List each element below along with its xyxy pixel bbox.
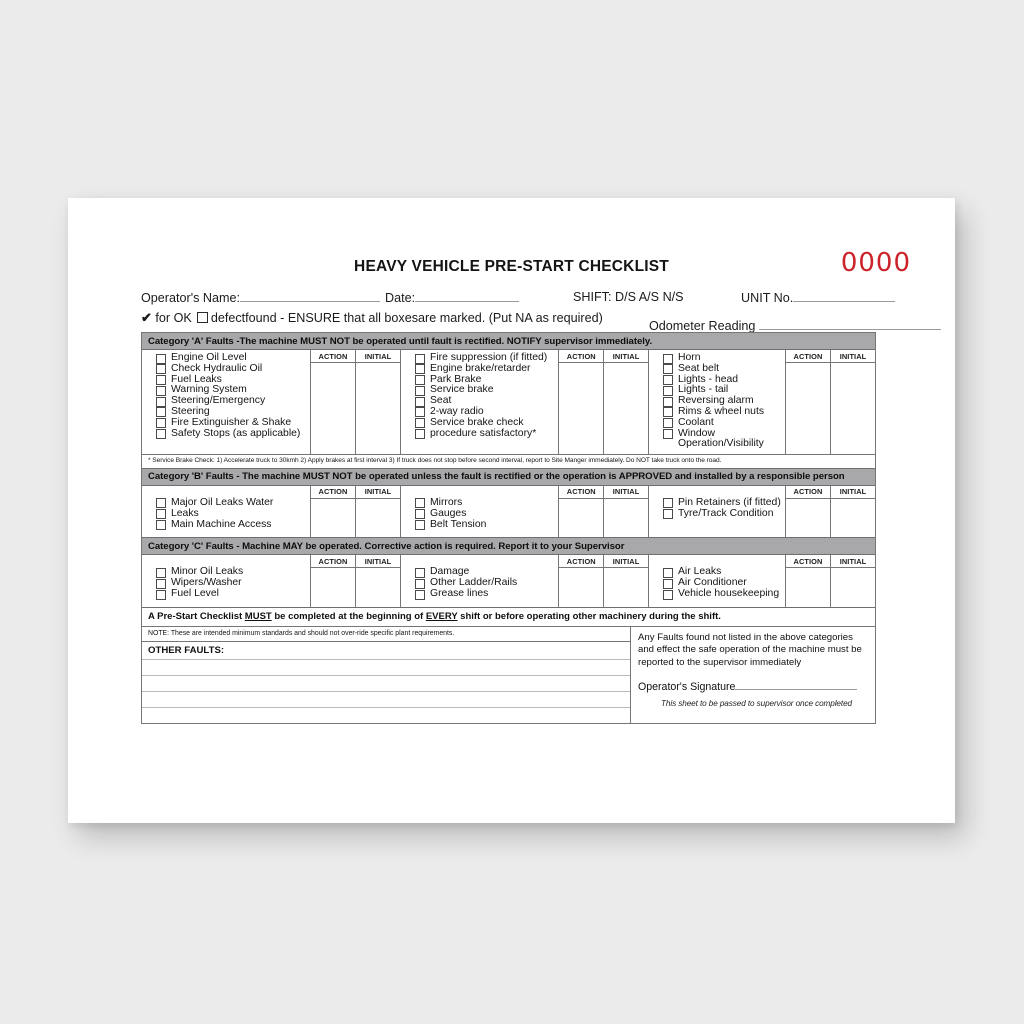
checkbox-icon[interactable] <box>156 498 166 508</box>
signature-rule[interactable] <box>735 679 857 690</box>
category-b-group-1 <box>142 486 400 538</box>
category-b-group-3-initial[interactable] <box>830 486 875 538</box>
initial-header: INITIAL <box>604 350 648 363</box>
action-input-area[interactable] <box>786 499 830 538</box>
checklist-item[interactable]: Park Brake <box>401 375 556 386</box>
initial-header: INITIAL <box>831 555 875 568</box>
checklist-item[interactable]: Fuel Leaks <box>142 375 308 386</box>
other-faults-line[interactable] <box>142 676 630 692</box>
other-faults-line[interactable] <box>142 708 630 723</box>
checkbox-icon[interactable] <box>415 407 425 417</box>
odometer-field[interactable] <box>649 318 941 333</box>
checkbox-icon[interactable] <box>156 354 166 364</box>
category-c-group-2-initial[interactable] <box>603 555 648 607</box>
category-b-group-3-items <box>649 486 785 538</box>
checkbox-icon[interactable] <box>663 579 673 589</box>
checkbox-icon[interactable] <box>415 386 425 396</box>
initial-header: INITIAL <box>356 350 400 363</box>
prestart-statement <box>142 607 875 626</box>
category-c-group-2-items <box>401 555 558 607</box>
operator-signature-label: Operator's Signature <box>638 681 736 694</box>
checklist-item[interactable]: Service brake <box>401 385 556 396</box>
action-header: ACTION <box>559 486 603 499</box>
checkbox-icon[interactable] <box>663 429 673 439</box>
category-c-group-1-items <box>142 555 310 607</box>
operator-signature-field[interactable] <box>638 679 869 694</box>
checklist-item[interactable]: Engine brake/retarder <box>401 364 556 375</box>
category-c-band: Category 'C' Faults - Machine MAY be operated. Corrective action is required. Report it to your Supervisor <box>142 537 875 555</box>
initial-input-area[interactable] <box>356 499 400 538</box>
checklist-item[interactable]: procedure satisfactory* <box>401 429 556 440</box>
supervisor-note-block <box>631 627 875 724</box>
category-b-group-2 <box>400 486 648 538</box>
other-faults-block <box>142 627 631 724</box>
checklist-item[interactable]: Tyre/Track Condition <box>649 509 783 520</box>
category-a-group-3-initial[interactable] <box>830 350 875 454</box>
checklist-item[interactable]: Seat <box>401 396 556 407</box>
checkbox-icon[interactable] <box>663 590 673 600</box>
checklist-item[interactable]: Steering <box>142 407 308 418</box>
checkbox-icon[interactable] <box>663 568 673 578</box>
checklist-item[interactable]: Service brake check <box>401 418 556 429</box>
statement-post: shift or before operating other machinery during the shift. <box>457 611 721 623</box>
checkbox-icon[interactable] <box>663 509 673 519</box>
checkbox-icon[interactable] <box>156 418 166 428</box>
category-b-group-1-initial[interactable] <box>355 486 400 538</box>
checkbox-icon[interactable] <box>415 520 425 530</box>
category-b-group-3 <box>648 486 875 538</box>
supervisor-note-text: Any Faults found not listed in the above categories and effect the safe operation of the machine must be reported to the supervisor immediately <box>638 631 862 668</box>
initial-input-area[interactable] <box>831 568 875 607</box>
action-header: ACTION <box>559 555 603 568</box>
checklist-item[interactable]: Engine Oil Level <box>142 353 308 364</box>
date-label: Date: <box>385 291 416 305</box>
action-header: ACTION <box>786 350 830 363</box>
action-input-area[interactable] <box>786 568 830 607</box>
category-c-group-3 <box>648 555 875 607</box>
legend-ok-label: for OK <box>155 311 192 325</box>
other-faults-line[interactable] <box>142 692 630 708</box>
category-c-group-3-items <box>649 555 785 607</box>
checklist-item[interactable]: Other Ladder/Rails <box>401 578 556 589</box>
checkbox-icon[interactable] <box>415 418 425 428</box>
checklist-item[interactable]: Lights - tail <box>649 385 783 396</box>
footer-split <box>142 626 875 724</box>
action-header: ACTION <box>311 350 355 363</box>
checklist-item[interactable]: Fire Extinguisher & Shake <box>142 418 308 429</box>
checklist-item[interactable]: Gauges <box>401 509 556 520</box>
category-c-group-2-action[interactable] <box>558 555 603 607</box>
checklist-item[interactable]: Major Oil Leaks Water <box>142 498 308 509</box>
initial-input-area[interactable] <box>356 568 400 607</box>
initial-input-area[interactable] <box>604 499 648 538</box>
checkbox-icon[interactable] <box>415 498 425 508</box>
initial-header: INITIAL <box>356 555 400 568</box>
checklist-item[interactable]: Lights - head <box>649 375 783 386</box>
category-a-grid <box>142 350 875 454</box>
statement-every: EVERY <box>425 611 458 623</box>
checkbox-icon[interactable] <box>663 397 673 407</box>
unit-no-label: UNIT No. <box>741 291 794 305</box>
category-b-group-2-initial[interactable] <box>603 486 648 538</box>
checklist-item[interactable]: Air Conditioner <box>649 578 783 589</box>
initial-input-area[interactable] <box>604 363 648 454</box>
checkbox-icon[interactable] <box>156 568 166 578</box>
checklist-item[interactable]: Damage <box>401 567 556 578</box>
checkbox-icon[interactable] <box>415 354 425 364</box>
statement-must: MUST <box>244 611 272 623</box>
checkbox-icon[interactable] <box>663 354 673 364</box>
category-c-grid <box>142 555 875 607</box>
shift-label[interactable]: SHIFT: D/S A/S N/S <box>573 290 684 304</box>
category-a-group-2-items <box>401 350 558 454</box>
category-c-group-1-initial[interactable] <box>355 555 400 607</box>
pass-to-supervisor-note: This sheet to be passed to supervisor once completed <box>661 698 852 708</box>
action-header: ACTION <box>559 350 603 363</box>
checkbox-icon[interactable] <box>156 407 166 417</box>
category-c-group-3-action[interactable] <box>785 555 830 607</box>
initial-header: INITIAL <box>831 350 875 363</box>
checklist-item[interactable]: Main Machine Access <box>142 520 308 531</box>
category-c-group-1-action[interactable] <box>310 555 355 607</box>
category-a-group-3-action[interactable] <box>785 350 830 454</box>
checklist-item[interactable]: Mirrors <box>401 498 556 509</box>
date-field[interactable] <box>385 290 519 305</box>
category-a-group-3-items <box>649 350 785 454</box>
other-faults-line[interactable] <box>142 660 630 676</box>
checklist-item[interactable]: Steering/Emergency <box>142 396 308 407</box>
checkbox-icon[interactable] <box>156 429 166 439</box>
category-a-group-2-action[interactable] <box>558 350 603 454</box>
initial-header: INITIAL <box>604 555 648 568</box>
checkbox-icon <box>197 312 208 323</box>
action-header: ACTION <box>786 555 830 568</box>
operator-name-rule[interactable] <box>240 290 380 302</box>
category-c-group-2 <box>400 555 648 607</box>
action-input-area[interactable] <box>786 363 830 454</box>
operator-name-field[interactable] <box>141 290 380 305</box>
checklist-item[interactable]: Belt Tension <box>401 520 556 531</box>
odometer-rule[interactable] <box>759 318 941 330</box>
checkbox-icon[interactable] <box>663 364 673 374</box>
category-a-group-1 <box>142 350 400 454</box>
checklist-table <box>141 332 876 724</box>
action-input-area[interactable] <box>559 363 603 454</box>
category-a-group-3 <box>648 350 875 454</box>
checklist-item[interactable]: Horn <box>649 353 783 364</box>
legend-ok <box>141 310 603 326</box>
checkbox-icon[interactable] <box>663 407 673 417</box>
checkbox-icon[interactable] <box>415 397 425 407</box>
checkbox-icon[interactable] <box>156 590 166 600</box>
checkbox-icon[interactable] <box>156 386 166 396</box>
category-a-group-1-initial[interactable] <box>355 350 400 454</box>
checkbox-icon[interactable] <box>156 364 166 374</box>
checklist-item[interactable]: Grease lines <box>401 589 556 600</box>
checklist-item[interactable]: 2-way radio <box>401 407 556 418</box>
checkbox-icon[interactable] <box>156 375 166 385</box>
initial-header: INITIAL <box>831 486 875 499</box>
checkbox-icon[interactable] <box>663 418 673 428</box>
category-c-group-3-initial[interactable] <box>830 555 875 607</box>
serial-number: 0000 <box>840 248 911 278</box>
checklist-item[interactable]: Fuel Level <box>142 589 308 600</box>
checkmark-icon: ✔ <box>141 310 152 325</box>
checklist-item[interactable]: Rims & wheel nuts <box>649 407 783 418</box>
category-a-group-1-items <box>142 350 310 454</box>
checklist-item[interactable]: Coolant <box>649 418 783 429</box>
legend-defect-label: defectfound - ENSURE that all boxesare marked. (Put NA as required) <box>210 311 603 325</box>
category-b-group-1-action[interactable] <box>310 486 355 538</box>
service-brake-footnote: * Service Brake Check: 1) Accelerate truck to 30kmh 2) Apply brakes at first interval 3) If truck does not stop before second interval, report to Site Manger immediately. Do NOT take truck onto the road. <box>142 454 875 467</box>
checklist-item[interactable]: Fire suppression (if fitted) <box>401 353 556 364</box>
checkbox-icon[interactable] <box>156 509 166 519</box>
checklist-item[interactable]: Air Leaks <box>649 567 783 578</box>
other-faults-label: OTHER FAULTS: <box>142 642 630 661</box>
checkbox-icon[interactable] <box>415 364 425 374</box>
checklist-item[interactable]: Minor Oil Leaks <box>142 567 308 578</box>
category-b-group-1-items <box>142 486 310 538</box>
unit-no-field[interactable] <box>741 290 895 305</box>
category-b-band: Category 'B' Faults - The machine MUST NOT be operated unless the fault is rectified or the operation is APPROVED and installed by a responsible person <box>142 468 875 486</box>
checklist-item[interactable]: Seat belt <box>649 364 783 375</box>
checkbox-icon[interactable] <box>415 579 425 589</box>
category-b-group-2-action[interactable] <box>558 486 603 538</box>
checkbox-icon[interactable] <box>663 498 673 508</box>
category-b-group-2-items <box>401 486 558 538</box>
checkbox-icon[interactable] <box>156 579 166 589</box>
action-input-area[interactable] <box>559 568 603 607</box>
category-c-group-1 <box>142 555 400 607</box>
minimum-standards-note: NOTE: These are intended minimum standards and should not over-ride specific plant requirements. <box>142 627 630 642</box>
action-header: ACTION <box>311 555 355 568</box>
initial-header: INITIAL <box>356 486 400 499</box>
operator-name-label: Operator's Name: <box>141 291 240 305</box>
action-header: ACTION <box>786 486 830 499</box>
action-input-area[interactable] <box>311 568 355 607</box>
checkbox-icon[interactable] <box>156 520 166 530</box>
statement-mid: be completed at the beginning of <box>271 611 426 623</box>
action-input-area[interactable] <box>311 363 355 454</box>
checklist-item[interactable]: Window Operation/Visibility <box>649 429 783 451</box>
initial-header: INITIAL <box>604 486 648 499</box>
checklist-item[interactable]: Pin Retainers (if fitted) <box>649 498 783 509</box>
category-b-group-3-action[interactable] <box>785 486 830 538</box>
checkbox-icon[interactable] <box>663 375 673 385</box>
checkbox-icon[interactable] <box>415 429 425 439</box>
checklist-item[interactable]: Check Hydraulic Oil <box>142 364 308 375</box>
initial-input-area[interactable] <box>604 568 648 607</box>
checklist-sheet <box>68 198 955 823</box>
statement-pre: A Pre-Start Checklist <box>148 611 245 623</box>
initial-input-area[interactable] <box>831 499 875 538</box>
checkbox-icon[interactable] <box>415 509 425 519</box>
header-fields-row-2 <box>141 310 961 333</box>
checklist-item[interactable]: Safety Stops (as applicable) <box>142 429 308 440</box>
page-title: HEAVY VEHICLE PRE-START CHECKLIST <box>354 258 669 275</box>
header-fields-row-1 <box>141 290 941 310</box>
checklist-item[interactable]: Wipers/Washer <box>142 578 308 589</box>
odometer-label: Odometer Reading <box>649 319 756 333</box>
category-a-group-1-action[interactable] <box>310 350 355 454</box>
checkbox-icon[interactable] <box>663 386 673 396</box>
checklist-item[interactable]: Warning System <box>142 385 308 396</box>
initial-input-area[interactable] <box>356 363 400 454</box>
date-rule[interactable] <box>415 290 519 302</box>
unit-no-rule[interactable] <box>793 290 895 302</box>
checkbox-icon[interactable] <box>415 568 425 578</box>
checkbox-icon[interactable] <box>415 375 425 385</box>
category-a-group-2-initial[interactable] <box>603 350 648 454</box>
checklist-item[interactable]: Vehicle housekeeping <box>649 589 783 600</box>
checkbox-icon[interactable] <box>415 590 425 600</box>
action-header: ACTION <box>311 486 355 499</box>
initial-input-area[interactable] <box>831 363 875 454</box>
action-input-area[interactable] <box>311 499 355 538</box>
action-input-area[interactable] <box>559 499 603 538</box>
category-a-group-2 <box>400 350 648 454</box>
checkbox-icon[interactable] <box>156 397 166 407</box>
category-b-grid <box>142 486 875 538</box>
category-a-band: Category 'A' Faults -The machine MUST NOT be operated until fault is rectified. NOTIFY supervisor immediately. <box>142 333 875 350</box>
checklist-item[interactable]: Reversing alarm <box>649 396 783 407</box>
checklist-item[interactable]: Leaks <box>142 509 308 520</box>
